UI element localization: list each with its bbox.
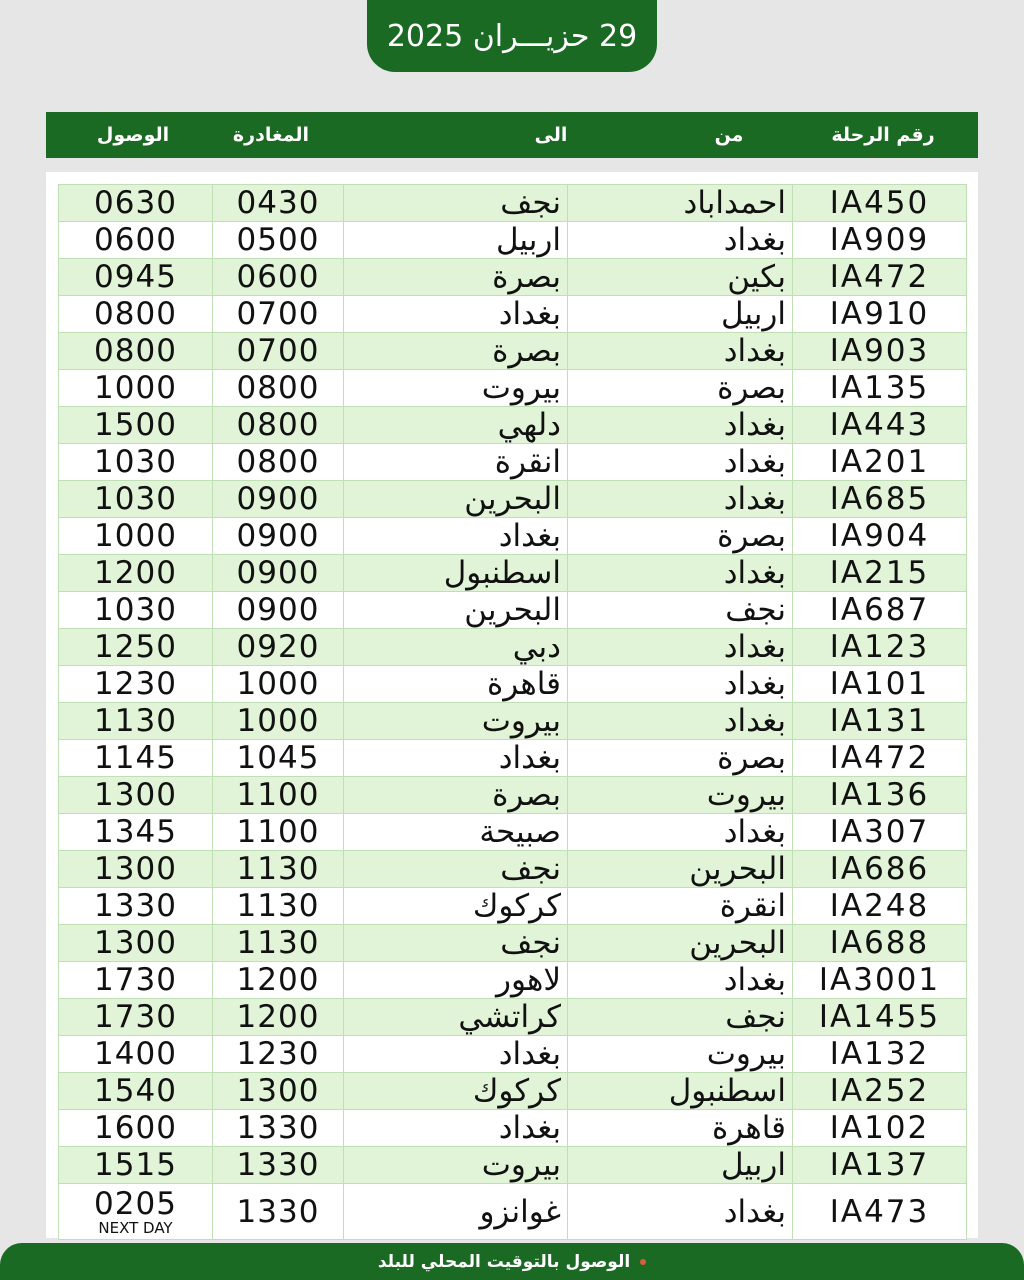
arrival-time-cell: 1330: [59, 888, 213, 925]
arrival-time-cell: 1600: [59, 1110, 213, 1147]
flight-number-cell: IA132: [793, 1036, 967, 1073]
header-departure: المغادرة: [232, 124, 310, 146]
table-row: [59, 222, 967, 259]
flight-number-cell: IA472: [793, 740, 967, 777]
origin-cell: اسطنبول: [568, 1073, 793, 1110]
arrival-time-cell: 1000: [59, 370, 213, 407]
departure-time-cell: 1330: [213, 1147, 344, 1184]
arrival-time-cell: 1300: [59, 851, 213, 888]
arrival-time-cell: 1400: [59, 1036, 213, 1073]
table-row: [59, 296, 967, 333]
arrival-time-cell: 0800: [59, 333, 213, 370]
flight-number-cell: IA686: [793, 851, 967, 888]
origin-cell: بغداد: [568, 666, 793, 703]
flight-number-cell: IA473: [793, 1184, 967, 1240]
departure-time-cell: 1200: [213, 962, 344, 999]
origin-cell: بغداد: [568, 407, 793, 444]
origin-cell: بغداد: [568, 444, 793, 481]
flight-number-cell: IA201: [793, 444, 967, 481]
destination-cell: بصرة: [344, 259, 568, 296]
flight-number-cell: IA472: [793, 259, 967, 296]
departure-time-cell: 0430: [213, 185, 344, 222]
departure-time-cell: 1100: [213, 777, 344, 814]
flight-number-cell: IA101: [793, 666, 967, 703]
origin-cell: بغداد: [568, 555, 793, 592]
origin-cell: بغداد: [568, 222, 793, 259]
flight-number-cell: IA685: [793, 481, 967, 518]
origin-cell: بغداد: [568, 1184, 793, 1240]
table-row: [59, 333, 967, 370]
arrival-time-cell: 0600: [59, 222, 213, 259]
flight-number-cell: IA687: [793, 592, 967, 629]
origin-cell: اربيل: [568, 1147, 793, 1184]
origin-cell: بصرة: [568, 370, 793, 407]
origin-cell: بصرة: [568, 518, 793, 555]
flight-number-cell: IA137: [793, 1147, 967, 1184]
flight-number-cell: IA910: [793, 296, 967, 333]
flight-number-cell: IA1455: [793, 999, 967, 1036]
arrival-time-cell: 1500: [59, 407, 213, 444]
arrival-time-cell: 1250: [59, 629, 213, 666]
departure-time-cell: 0920: [213, 629, 344, 666]
table-row: [59, 1110, 967, 1147]
arrival-time-cell: 1000: [59, 518, 213, 555]
departure-time-cell: 0700: [213, 296, 344, 333]
departure-time-cell: 1000: [213, 703, 344, 740]
flight-number-cell: IA123: [793, 629, 967, 666]
departure-time-cell: 0800: [213, 370, 344, 407]
table-row: [59, 555, 967, 592]
table-row: [59, 814, 967, 851]
departure-time-cell: 1045: [213, 740, 344, 777]
destination-cell: غوانزو: [344, 1184, 568, 1240]
flight-number-cell: IA443: [793, 407, 967, 444]
origin-cell: بصرة: [568, 740, 793, 777]
flight-number-cell: IA215: [793, 555, 967, 592]
arrival-time-cell: 1345: [59, 814, 213, 851]
origin-cell: البحرين: [568, 925, 793, 962]
arrival-time-cell: 1230: [59, 666, 213, 703]
departure-time-cell: 1000: [213, 666, 344, 703]
origin-cell: بغداد: [568, 962, 793, 999]
table-header: [46, 112, 978, 158]
table-row: [59, 185, 967, 222]
flight-number-cell: IA450: [793, 185, 967, 222]
arrival-time-cell: 1145: [59, 740, 213, 777]
flight-number-cell: IA131: [793, 703, 967, 740]
table-row: [59, 444, 967, 481]
origin-cell: بكين: [568, 259, 793, 296]
origin-cell: بغداد: [568, 481, 793, 518]
flight-number-cell: IA252: [793, 1073, 967, 1110]
table-row: [59, 407, 967, 444]
origin-cell: نجف: [568, 999, 793, 1036]
table-row: [59, 740, 967, 777]
table-row: [59, 1184, 967, 1240]
flight-number-cell: IA904: [793, 518, 967, 555]
destination-cell: انقرة: [344, 444, 568, 481]
departure-time-cell: 0900: [213, 481, 344, 518]
arrival-time-cell: 1730: [59, 962, 213, 999]
departure-time-cell: 1100: [213, 814, 344, 851]
departure-time-cell: 1130: [213, 888, 344, 925]
origin-cell: بغداد: [568, 703, 793, 740]
departure-time-cell: 0800: [213, 407, 344, 444]
origin-cell: بغداد: [568, 629, 793, 666]
arrival-time-cell: 1030: [59, 444, 213, 481]
header-arrival: الوصول: [96, 124, 170, 146]
table-row: [59, 777, 967, 814]
origin-cell: بغداد: [568, 814, 793, 851]
departure-time-cell: 0900: [213, 592, 344, 629]
departure-time-cell: 1230: [213, 1036, 344, 1073]
destination-cell: نجف: [344, 925, 568, 962]
destination-cell: نجف: [344, 185, 568, 222]
departure-time-cell: 0900: [213, 555, 344, 592]
departure-time-cell: 0500: [213, 222, 344, 259]
origin-cell: نجف: [568, 592, 793, 629]
arrival-time-cell: [59, 1184, 213, 1240]
destination-cell: اسطنبول: [344, 555, 568, 592]
arrival-time: 0205: [94, 1185, 177, 1222]
flight-number-cell: IA102: [793, 1110, 967, 1147]
origin-cell: بيروت: [568, 1036, 793, 1073]
table-row: [59, 259, 967, 296]
arrival-time-cell: 1515: [59, 1147, 213, 1184]
origin-cell: بيروت: [568, 777, 793, 814]
table-row: [59, 518, 967, 555]
arrival-time-cell: 0945: [59, 259, 213, 296]
arrival-time-cell: 1730: [59, 999, 213, 1036]
arrival-time-cell: 1030: [59, 481, 213, 518]
arrival-time-cell: 1300: [59, 777, 213, 814]
origin-cell: انقرة: [568, 888, 793, 925]
destination-cell: البحرين: [344, 592, 568, 629]
table-row: [59, 481, 967, 518]
origin-cell: احمداباد: [568, 185, 793, 222]
destination-cell: دبي: [344, 629, 568, 666]
destination-cell: بيروت: [344, 370, 568, 407]
destination-cell: لاهور: [344, 962, 568, 999]
destination-cell: اربيل: [344, 222, 568, 259]
destination-cell: بصرة: [344, 333, 568, 370]
date-label: 29 حزيـــران 2025: [386, 18, 638, 54]
departure-time-cell: 1130: [213, 925, 344, 962]
arrival-time-cell: 1130: [59, 703, 213, 740]
header-flight-no: رقم الرحلة: [831, 124, 935, 146]
departure-time-cell: 1300: [213, 1073, 344, 1110]
header-from: من: [714, 124, 744, 146]
table-row: [59, 703, 967, 740]
table-row: [59, 1073, 967, 1110]
flight-number-cell: IA688: [793, 925, 967, 962]
destination-cell: بغداد: [344, 740, 568, 777]
departure-time-cell: 1200: [213, 999, 344, 1036]
origin-cell: بغداد: [568, 333, 793, 370]
table-row: [59, 1036, 967, 1073]
arrival-time-cell: 1540: [59, 1073, 213, 1110]
date-tab: [367, 0, 657, 72]
destination-cell: كركوك: [344, 1073, 568, 1110]
destination-cell: نجف: [344, 851, 568, 888]
table-row: [59, 666, 967, 703]
departure-time-cell: 0700: [213, 333, 344, 370]
destination-cell: البحرين: [344, 481, 568, 518]
origin-cell: البحرين: [568, 851, 793, 888]
table-row: [59, 851, 967, 888]
table-row: [59, 888, 967, 925]
flight-number-cell: IA307: [793, 814, 967, 851]
header-to: الى: [534, 124, 568, 146]
flights-table-body: [59, 185, 967, 1240]
destination-cell: بصرة: [344, 777, 568, 814]
footer-bar: [0, 1243, 1024, 1280]
destination-cell: بغداد: [344, 518, 568, 555]
flight-number-cell: IA909: [793, 222, 967, 259]
origin-cell: اربيل: [568, 296, 793, 333]
destination-cell: بغداد: [344, 1110, 568, 1147]
flight-number-cell: IA248: [793, 888, 967, 925]
departure-time-cell: 0900: [213, 518, 344, 555]
departure-time-cell: 1330: [213, 1110, 344, 1147]
destination-cell: بغداد: [344, 1036, 568, 1073]
departure-time-cell: 0800: [213, 444, 344, 481]
arrival-time-cell: 1030: [59, 592, 213, 629]
destination-cell: صبيحة: [344, 814, 568, 851]
destination-cell: بيروت: [344, 703, 568, 740]
flight-number-cell: IA135: [793, 370, 967, 407]
table-row: [59, 999, 967, 1036]
table-row: [59, 962, 967, 999]
arrival-time-cell: 1300: [59, 925, 213, 962]
bullet-dot-icon: [640, 1259, 646, 1265]
flights-table: [58, 184, 967, 1240]
table-row: [59, 370, 967, 407]
destination-cell: قاهرة: [344, 666, 568, 703]
destination-cell: كركوك: [344, 888, 568, 925]
table-row: [59, 1147, 967, 1184]
arrival-time-cell: 0800: [59, 296, 213, 333]
destination-cell: بغداد: [344, 296, 568, 333]
arrival-time-cell: 0630: [59, 185, 213, 222]
table-row: [59, 592, 967, 629]
flight-number-cell: IA3001: [793, 962, 967, 999]
origin-cell: قاهرة: [568, 1110, 793, 1147]
flight-number-cell: IA903: [793, 333, 967, 370]
departure-time-cell: 1130: [213, 851, 344, 888]
departure-time-cell: 1330: [213, 1184, 344, 1240]
table-row: [59, 629, 967, 666]
footer-note: الوصول بالتوقيت المحلي للبلد: [377, 1251, 631, 1272]
flight-number-cell: IA136: [793, 777, 967, 814]
table-row: [59, 925, 967, 962]
destination-cell: بيروت: [344, 1147, 568, 1184]
destination-cell: دلهي: [344, 407, 568, 444]
arrival-time-cell: 1200: [59, 555, 213, 592]
destination-cell: كراتشي: [344, 999, 568, 1036]
next-day-note: NEXT DAY: [98, 1218, 173, 1237]
departure-time-cell: 0600: [213, 259, 344, 296]
